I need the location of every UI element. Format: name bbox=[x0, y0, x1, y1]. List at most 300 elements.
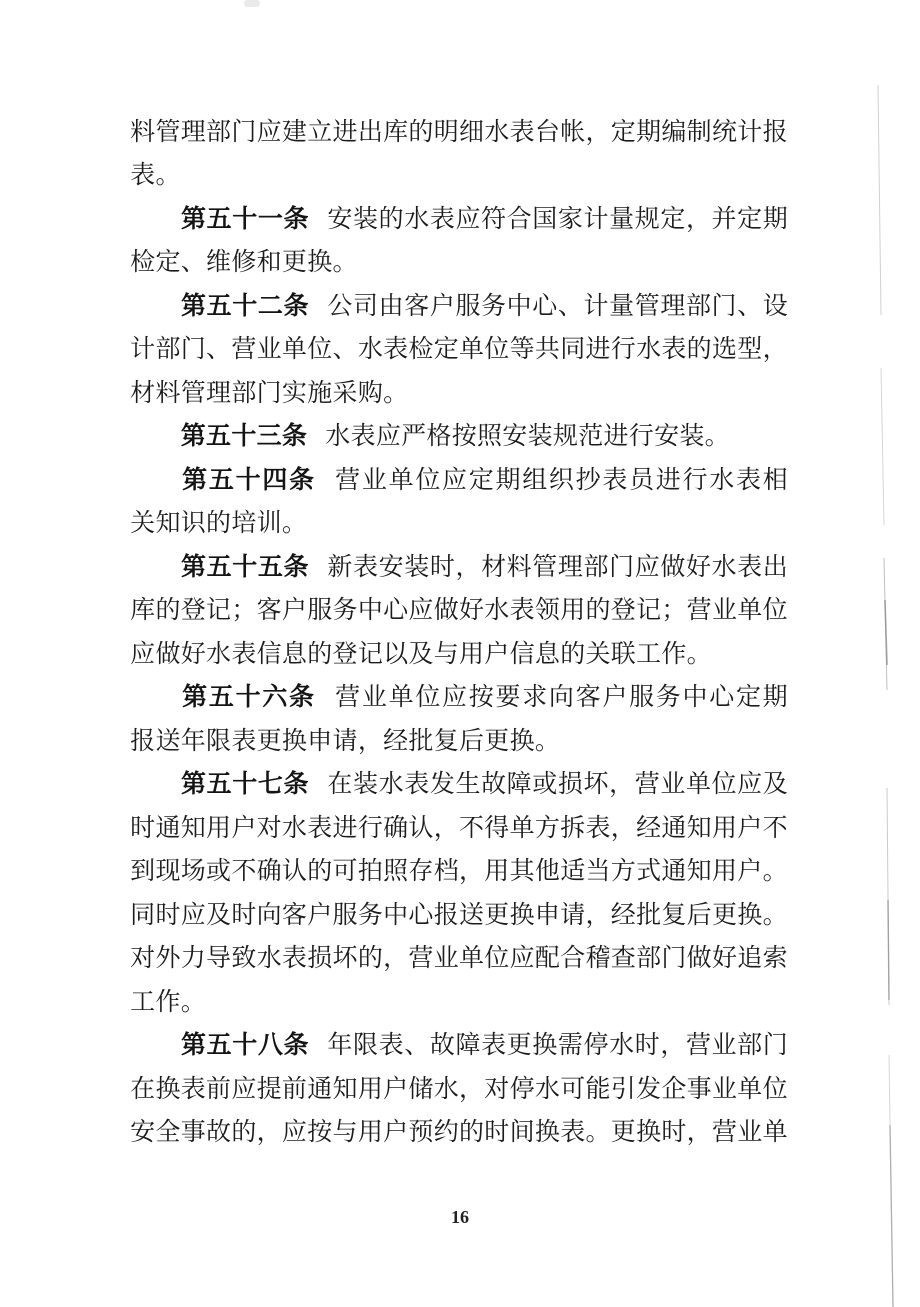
line-text-char: 停 bbox=[509, 1075, 535, 1103]
line-text-char: 部 bbox=[155, 336, 181, 364]
line-text-char: 服 bbox=[455, 292, 481, 320]
line-text-char: 表 bbox=[585, 814, 611, 842]
line-text-char: 表 bbox=[661, 336, 687, 364]
line-text-char: 换 bbox=[532, 1032, 558, 1060]
line-text-char: 约 bbox=[433, 1119, 459, 1147]
line-text-char: 户 bbox=[429, 292, 455, 320]
line-text-char: 帐 bbox=[560, 118, 586, 146]
line-text-char: 户 bbox=[737, 858, 763, 886]
line-text-char: 记 bbox=[206, 597, 232, 625]
line-text-char: 进 bbox=[332, 814, 358, 842]
line-text-char: 全 bbox=[155, 1119, 181, 1147]
line-text-char: 户 bbox=[737, 814, 763, 842]
indent-spacer bbox=[130, 480, 181, 481]
line-text-char: 位 bbox=[762, 1075, 788, 1103]
line-text-char: 表 bbox=[509, 118, 535, 146]
line-text-char: 他 bbox=[534, 858, 560, 886]
line-text-char: 单 bbox=[737, 1075, 763, 1103]
scan-smudge bbox=[244, 0, 260, 7]
line-text-char: 装 bbox=[527, 423, 553, 451]
line-text-char: 好 bbox=[685, 553, 711, 581]
line-text-char: 量 bbox=[609, 205, 635, 233]
line-text-char: 心 bbox=[709, 684, 735, 712]
line-text-char: 位 bbox=[307, 336, 333, 364]
line-text-char: 符 bbox=[481, 205, 507, 233]
line-text-char: 照 bbox=[383, 858, 409, 886]
line-text-char: 知 bbox=[155, 510, 181, 538]
line-text-char: 做 bbox=[155, 640, 181, 668]
line-text-char: 信 bbox=[509, 640, 535, 668]
line-text-char: 管 bbox=[532, 553, 558, 581]
line-text-char: 制 bbox=[686, 118, 712, 146]
line-text-char: 的 bbox=[231, 1119, 257, 1147]
line-text-char: 领 bbox=[534, 597, 560, 625]
line-text-char: 部 bbox=[583, 553, 609, 581]
line-text-char: 用 bbox=[560, 597, 586, 625]
line-text-char: 定 bbox=[737, 205, 763, 233]
line-text-char: 现 bbox=[155, 858, 181, 886]
text-line bbox=[130, 372, 788, 416]
line-text-char: 其 bbox=[509, 858, 535, 886]
indent-spacer bbox=[130, 219, 181, 220]
line-text-char: 时 bbox=[130, 814, 156, 842]
line-text-char: 时 bbox=[634, 1032, 660, 1060]
article-heading-char: 第 bbox=[180, 423, 206, 451]
line-text-char: 要 bbox=[495, 684, 521, 712]
line-text-char: 户 bbox=[307, 901, 333, 929]
line-text-char: 的 bbox=[408, 118, 434, 146]
line-text-char: 单 bbox=[459, 945, 485, 973]
line-text-char: 安 bbox=[654, 423, 680, 451]
line-text-char: 用 bbox=[711, 858, 737, 886]
line-text-char: 表 bbox=[735, 466, 761, 494]
line-text-char: 员 bbox=[629, 466, 655, 494]
line-text-char: 工 bbox=[130, 988, 156, 1016]
line-text-char: 好 bbox=[459, 597, 485, 625]
line-text-char: 批 bbox=[408, 727, 434, 755]
line-text-char: 、 bbox=[180, 249, 206, 277]
line-text-char: 求 bbox=[522, 684, 548, 712]
article-heading-char: 条 bbox=[283, 771, 309, 799]
line-text-char: 表 bbox=[350, 423, 376, 451]
line-text-char: 水 bbox=[404, 205, 430, 233]
line-text-char: 理 bbox=[206, 379, 232, 407]
line-text-char: 出 bbox=[357, 118, 383, 146]
line-text-char: 单 bbox=[281, 336, 307, 364]
article-heading-char: 十 bbox=[232, 771, 258, 799]
line-text-char: 更 bbox=[256, 727, 282, 755]
line-text-char: 生 bbox=[455, 771, 481, 799]
line-text-char: 。 bbox=[383, 379, 409, 407]
line-text-char: 表 bbox=[231, 640, 257, 668]
line-text-char: 。 bbox=[585, 1119, 611, 1147]
line-text-char: 料 bbox=[506, 553, 532, 581]
line-text-char: 。 bbox=[686, 640, 712, 668]
line-text-char: 期 bbox=[762, 684, 788, 712]
line-text-char: 致 bbox=[231, 945, 257, 973]
line-text-char: 好 bbox=[180, 640, 206, 668]
line-text-char: 确 bbox=[256, 858, 282, 886]
line-text-char: 表 bbox=[602, 466, 628, 494]
line-text-char: 与 bbox=[332, 1119, 358, 1147]
line-text-char: ， bbox=[660, 1032, 686, 1060]
line-text-char: 前 bbox=[206, 1075, 232, 1103]
line-text-char: ， bbox=[685, 205, 711, 233]
article-heading-char: 第 bbox=[181, 205, 207, 233]
line-text-char: 服 bbox=[307, 597, 333, 625]
line-text-char: 向 bbox=[548, 684, 574, 712]
text-line bbox=[130, 633, 788, 677]
line-text-char: 业 bbox=[711, 597, 737, 625]
line-text-char: 更 bbox=[506, 1032, 532, 1060]
article-heading-char: 五 bbox=[208, 466, 234, 494]
line-text-char: 应 bbox=[442, 684, 468, 712]
line-text-char: 损 bbox=[557, 771, 583, 799]
line-text-char: 国 bbox=[532, 205, 558, 233]
line-text-char: 水 bbox=[709, 466, 735, 494]
line-text-char: 定 bbox=[468, 466, 494, 494]
line-text-char: 关 bbox=[130, 510, 156, 538]
line-text-char: 换 bbox=[155, 1075, 181, 1103]
line-text-char: 换 bbox=[307, 249, 333, 277]
line-text-char: 报 bbox=[762, 118, 788, 146]
line-text-char: 规 bbox=[552, 423, 578, 451]
indent-spacer bbox=[130, 437, 181, 438]
line-text-char: 知 bbox=[180, 814, 206, 842]
line-text-char: 力 bbox=[180, 945, 206, 973]
line-text-char: 方 bbox=[610, 858, 636, 886]
line-text-char: 表 bbox=[281, 945, 307, 973]
line-text-char: 客 bbox=[404, 292, 430, 320]
line-text-char: 登 bbox=[332, 640, 358, 668]
line-text-char: 安 bbox=[327, 205, 353, 233]
line-text-char: 服 bbox=[332, 901, 358, 929]
indent-spacer bbox=[130, 698, 181, 699]
line-text-char: 户 bbox=[281, 597, 307, 625]
heading-gap bbox=[309, 785, 327, 786]
line-text-char: 不 bbox=[762, 814, 788, 842]
line-text-char: ， bbox=[686, 1119, 712, 1147]
line-text-char: 细 bbox=[459, 118, 485, 146]
line-text-char: 与 bbox=[433, 640, 459, 668]
article-heading-char: 十 bbox=[232, 205, 258, 233]
line-text-char: 门 bbox=[180, 336, 206, 364]
article-heading-char: 第 bbox=[182, 466, 208, 494]
line-text-char: 计 bbox=[130, 336, 156, 364]
line-text-char: 位 bbox=[484, 336, 510, 364]
line-text-char: 安 bbox=[502, 423, 528, 451]
heading-gap bbox=[316, 698, 334, 699]
line-text-char: 管 bbox=[155, 118, 181, 146]
line-text-char: 表 bbox=[737, 553, 763, 581]
line-text-char: 年 bbox=[180, 727, 206, 755]
line-text-char: 按 bbox=[307, 1119, 333, 1147]
line-text-char: 的 bbox=[206, 510, 232, 538]
line-text-char: 、 bbox=[557, 292, 583, 320]
line-text-char: 拆 bbox=[560, 814, 586, 842]
line-text-char: 在 bbox=[130, 1075, 156, 1103]
line-text-char: 相 bbox=[762, 466, 788, 494]
line-text-char: 。 bbox=[762, 901, 788, 929]
article-heading-char: 五 bbox=[206, 423, 232, 451]
line-text-char: ， bbox=[762, 336, 788, 364]
line-text-char: 进 bbox=[655, 466, 681, 494]
line-text-char: ， bbox=[357, 727, 383, 755]
line-text-char: 时 bbox=[155, 901, 181, 929]
article-line bbox=[130, 764, 788, 808]
line-text-char: 应 bbox=[737, 771, 763, 799]
line-text-char: 换 bbox=[509, 727, 535, 755]
line-text-char: 营 bbox=[335, 684, 361, 712]
line-text-char: ； bbox=[231, 597, 257, 625]
line-text-char: 限 bbox=[206, 727, 232, 755]
line-text-char: 同 bbox=[560, 336, 586, 364]
line-text-char: 务 bbox=[332, 597, 358, 625]
line-text-char: 务 bbox=[655, 684, 681, 712]
line-text-char: 营 bbox=[711, 1119, 737, 1147]
article-heading-char: 七 bbox=[257, 771, 283, 799]
line-text-char: 户 bbox=[383, 1119, 409, 1147]
line-text-char: 单 bbox=[685, 771, 711, 799]
article-heading-char: 十 bbox=[235, 466, 261, 494]
line-text-char: 复 bbox=[661, 901, 687, 929]
line-text-char: 请 bbox=[332, 727, 358, 755]
text-line bbox=[130, 938, 788, 982]
article-heading-char: 五 bbox=[206, 292, 232, 320]
line-text-char: 提 bbox=[256, 1075, 282, 1103]
line-text-char: 应 bbox=[509, 945, 535, 973]
line-text-char: 更 bbox=[281, 249, 307, 277]
line-text-char: 同 bbox=[130, 901, 156, 929]
text-line bbox=[130, 981, 788, 1025]
line-text-char: 换 bbox=[534, 1119, 560, 1147]
article-heading-char: 第 bbox=[181, 292, 207, 320]
article-heading-char: 第 bbox=[181, 553, 207, 581]
line-text-char: 知 bbox=[332, 1075, 358, 1103]
line-text-char: 当 bbox=[585, 858, 611, 886]
line-text-char: 追 bbox=[737, 945, 763, 973]
line-text-char: 并 bbox=[711, 205, 737, 233]
line-text-char: 障 bbox=[455, 1032, 481, 1060]
article-line bbox=[130, 198, 788, 242]
line-text-char: 或 bbox=[206, 858, 232, 886]
line-text-char: 料 bbox=[130, 118, 156, 146]
line-text-char: 业 bbox=[433, 945, 459, 973]
line-text-char: 以 bbox=[383, 640, 409, 668]
line-text-char: 务 bbox=[357, 901, 383, 929]
article-heading-char: 十 bbox=[231, 423, 257, 451]
line-text-char: 料 bbox=[155, 379, 181, 407]
line-text-char: ， bbox=[433, 814, 459, 842]
line-text-char: 拍 bbox=[357, 858, 383, 886]
line-text-char: 营 bbox=[408, 945, 434, 973]
line-text-char: 通 bbox=[661, 858, 687, 886]
line-text-char: 。 bbox=[155, 162, 181, 190]
line-text-char: 水 bbox=[378, 771, 404, 799]
article-heading-char: 六 bbox=[262, 684, 288, 712]
line-text-char: 库 bbox=[130, 597, 156, 625]
line-text-char: 部 bbox=[206, 118, 232, 146]
line-text-char: 表 bbox=[404, 771, 430, 799]
line-text-char: 实 bbox=[281, 379, 307, 407]
line-text-char: 及 bbox=[408, 640, 434, 668]
line-text-char: 需 bbox=[557, 1032, 583, 1060]
line-text-char: 装 bbox=[353, 205, 379, 233]
line-text-char: 门 bbox=[256, 379, 282, 407]
line-text-char: 的 bbox=[307, 858, 333, 886]
article-heading-char: 一 bbox=[257, 205, 283, 233]
line-text-char: 计 bbox=[737, 118, 763, 146]
line-text-char: 明 bbox=[433, 118, 459, 146]
line-text-char: 向 bbox=[256, 901, 282, 929]
line-text-char: 水 bbox=[281, 814, 307, 842]
heading-gap bbox=[309, 306, 327, 307]
line-text-char: 停 bbox=[583, 1032, 609, 1060]
line-text-char: 表 bbox=[429, 205, 455, 233]
article-heading-char: 二 bbox=[257, 292, 283, 320]
line-text-char: 合 bbox=[560, 945, 586, 973]
line-text-char: 时 bbox=[484, 1119, 510, 1147]
line-text-char: 到 bbox=[130, 858, 156, 886]
line-text-char: 换 bbox=[737, 901, 763, 929]
line-text-char: 故 bbox=[481, 771, 507, 799]
line-text-char: 限 bbox=[353, 1032, 379, 1060]
line-text-char: 知 bbox=[686, 858, 712, 886]
line-text-char: 客 bbox=[575, 684, 601, 712]
line-text-char: 用 bbox=[357, 1075, 383, 1103]
line-text-char: 更 bbox=[610, 1119, 636, 1147]
line-text-char: 营 bbox=[231, 336, 257, 364]
line-text-char: 及 bbox=[762, 771, 788, 799]
line-text-char: 装 bbox=[353, 771, 379, 799]
line-text-char: ； bbox=[661, 597, 687, 625]
line-text-char: 好 bbox=[711, 945, 737, 973]
line-text-char: 台 bbox=[534, 118, 560, 146]
line-text-char: 业 bbox=[660, 771, 686, 799]
line-text-char: 可 bbox=[332, 858, 358, 886]
line-text-char: 量 bbox=[609, 292, 635, 320]
line-text-char: 抄 bbox=[575, 466, 601, 494]
article-line bbox=[130, 1025, 788, 1069]
line-text-char: 信 bbox=[256, 640, 282, 668]
line-text-char: 水 bbox=[484, 597, 510, 625]
line-text-char: 息 bbox=[534, 640, 560, 668]
line-text-char: 格 bbox=[426, 423, 452, 451]
line-text-char: 门 bbox=[231, 118, 257, 146]
line-text-char: 门 bbox=[711, 292, 737, 320]
line-text-char: 材 bbox=[481, 553, 507, 581]
line-text-char: 应 bbox=[256, 118, 282, 146]
line-text-char: 业 bbox=[711, 1075, 737, 1103]
line-text-char: 表 bbox=[560, 1119, 586, 1147]
line-text-char: 做 bbox=[660, 553, 686, 581]
line-text-char: 记 bbox=[636, 597, 662, 625]
line-text-char: 用 bbox=[484, 858, 510, 886]
line-text-char: 选 bbox=[711, 336, 737, 364]
line-text-char: 联 bbox=[610, 640, 636, 668]
article-heading-char: 八 bbox=[257, 1032, 283, 1060]
line-text-char: 单 bbox=[459, 336, 485, 364]
line-text-char: 服 bbox=[629, 684, 655, 712]
line-text-char: 。 bbox=[534, 727, 560, 755]
line-text-char: 业 bbox=[361, 684, 387, 712]
line-text-char: 应 bbox=[408, 597, 434, 625]
line-text-char: 位 bbox=[762, 597, 788, 625]
line-text-char: 位 bbox=[711, 771, 737, 799]
line-text-char: 中 bbox=[506, 292, 532, 320]
line-text-char: 位 bbox=[415, 684, 441, 712]
line-text-char: 管 bbox=[634, 292, 660, 320]
line-text-char: 发 bbox=[429, 771, 455, 799]
line-text-char: 稽 bbox=[585, 945, 611, 973]
line-text-char: 批 bbox=[636, 901, 662, 929]
heading-gap bbox=[309, 567, 327, 568]
line-text-char: 坏 bbox=[583, 771, 609, 799]
line-text-char: 的 bbox=[686, 336, 712, 364]
line-text-char: 登 bbox=[180, 597, 206, 625]
article-heading-char: 条 bbox=[283, 553, 309, 581]
line-text-char: 合 bbox=[506, 205, 532, 233]
heading-gap bbox=[316, 480, 334, 481]
line-text-char: 装 bbox=[404, 553, 430, 581]
line-text-char: 统 bbox=[711, 118, 737, 146]
line-text-char: 应 bbox=[375, 423, 401, 451]
line-text-char: 位 bbox=[484, 945, 510, 973]
line-text-char: 工 bbox=[636, 640, 662, 668]
line-text-char: 储 bbox=[408, 1075, 434, 1103]
line-text-char: 前 bbox=[281, 1075, 307, 1103]
line-text-char: 营 bbox=[686, 597, 712, 625]
article-line bbox=[130, 459, 788, 503]
line-text-char: 型 bbox=[737, 336, 763, 364]
indent-spacer bbox=[130, 1046, 181, 1047]
line-text-char: 经 bbox=[610, 901, 636, 929]
line-text-char: 表 bbox=[481, 1032, 507, 1060]
line-text-char: 外 bbox=[155, 945, 181, 973]
line-text-char: 送 bbox=[155, 727, 181, 755]
line-text-char: ， bbox=[585, 118, 611, 146]
heading-gap bbox=[307, 437, 325, 438]
line-text-char: 照 bbox=[477, 423, 503, 451]
article-heading-char: 条 bbox=[283, 292, 309, 320]
line-text-char: 客 bbox=[256, 597, 282, 625]
line-text-char: 单 bbox=[509, 814, 535, 842]
indent-spacer bbox=[130, 785, 181, 786]
line-text-char: 设 bbox=[762, 292, 788, 320]
line-text-char: 更 bbox=[484, 901, 510, 929]
line-text-char: 家 bbox=[557, 205, 583, 233]
line-text-char: 用 bbox=[357, 1119, 383, 1147]
line-text-char: 配 bbox=[534, 945, 560, 973]
line-text-char: 事 bbox=[180, 1119, 206, 1147]
line-text-char: 年 bbox=[327, 1032, 353, 1060]
line-text-char: 行 bbox=[610, 336, 636, 364]
line-text-char: 理 bbox=[180, 118, 206, 146]
line-text-char: 存 bbox=[408, 858, 434, 886]
line-text-char: 购 bbox=[357, 379, 383, 407]
line-text-char: 安 bbox=[378, 553, 404, 581]
line-text-char: 更 bbox=[711, 901, 737, 929]
line-text-char: 预 bbox=[408, 1119, 434, 1147]
line-text-char: 水 bbox=[357, 336, 383, 364]
line-text-char: 换 bbox=[509, 901, 535, 929]
line-text-char: 定 bbox=[155, 249, 181, 277]
line-text-char: 采 bbox=[332, 379, 358, 407]
line-text-char: 等 bbox=[509, 336, 535, 364]
line-text-char: ， bbox=[609, 771, 635, 799]
text-line bbox=[130, 503, 788, 547]
line-text-char: 出 bbox=[762, 553, 788, 581]
